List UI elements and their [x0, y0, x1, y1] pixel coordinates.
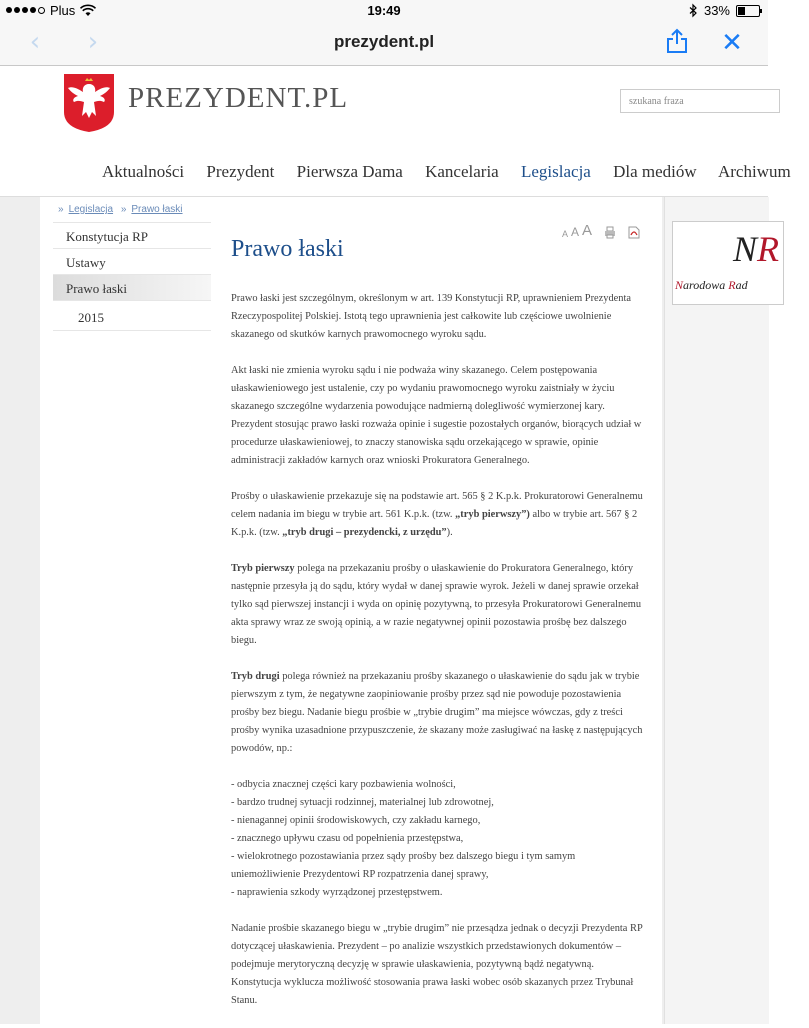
site-logo-text[interactable]: PREZYDENT.PL: [128, 82, 349, 114]
sidebar-item-2015[interactable]: 2015: [53, 300, 211, 330]
nav-item-aktualnosci[interactable]: Aktualności: [102, 162, 185, 181]
browser-toolbar: [0, 22, 768, 66]
battery-percent: 33%: [703, 3, 730, 18]
paragraph: Prośby o ułaskawienie przekazuje się na podstawie art. 565 § 2 K.p.k. Prokuratorowi Generalnemu celem nadania im biegu w trybie art. 561 K.p.k. (tzw. „tryb pierwszy”) albo w trybie art. 567 § 2 K.p.k. (tzw. „tryb drugi – prezydencki, z urzędu”).: [231, 491, 643, 538]
sidebar-item-konstytucja[interactable]: Konstytucja RP: [53, 222, 211, 248]
site-header: [0, 66, 791, 197]
sidebar-item-prawo-laski[interactable]: Prawo łaski: [53, 274, 211, 300]
search-input[interactable]: szukana fraza: [620, 89, 780, 113]
paragraph: Nadanie prośbie skazanego biegu w „trybie drugim” nie przesądza jednak o decyzji Prezydenta RP dotyczącej ułaskawienia. Prezydent – po analizie wszystkich przedstawionych dokumentów – podejmuje merytoryczną decyzję w sprawie ułaskawienia, pozytywną bądź negatywną. Konstytucja wyklucza możliwość stosowania prawa łaski wobec osób skazanych przez Trybunał Stanu.: [231, 923, 643, 1006]
list-item: - odbycia znacznej części kary pozbawienia wolności,: [231, 779, 456, 790]
list-item: - naprawienia szkody wyrządzonej przestępstwem.: [231, 887, 443, 898]
status-time: 19:49: [367, 3, 401, 18]
list-item: - bardzo trudnej sytuacji rodzinnej, materialnej lub zdrowotnej,: [231, 797, 494, 808]
font-size-large-button[interactable]: A: [582, 222, 593, 239]
battery-level-fill: [738, 7, 745, 15]
paragraph: Tryb pierwszy polega na przekazaniu prośby o ułaskawienie do Prokuratora Generalnego, który następnie przesyła ją do sądu, który wydał w danej sprawie wyrok. Jeżeli w danej sprawie orzekał tylko sąd pierwszej instancji i wyda on opinię pozytywną, to przesyła Prokuratorowi Generalnemu akta sprawy wraz ze swoją opinią, a w razie negatywnej opinii pozostawia prośbę bez dalszego biegu.: [231, 563, 642, 646]
breadcrumb-separator-icon: »: [58, 204, 64, 215]
breadcrumb: [53, 204, 183, 215]
status-bar: [0, 0, 768, 22]
banner-caption: Narodowa Rad: [675, 278, 748, 292]
narodowa-rada-banner[interactable]: [672, 221, 784, 305]
paragraph: Akt łaski nie zmienia wyroku sądu i nie podważa winy skazanego. Celem postępowania ułaskawieniowego jest ustalenie, czy po wydaniu prawomocnego wyroku zaistniały w życiu skazanego szczególne wydarzenia powodujące nadmierną dolegliwość wymierzonej kary. Prezydent stosując prawo łaski rozważa opinie i sugestie pozostałych organów, biorących udział w procedurze ułaskawieniowej, to znaczy stanowiska sądu orzekającego w sprawie, opinie administracji zakładów karnych oraz wnioski Prokuratora Generalnego.: [231, 365, 642, 466]
status-right: [689, 3, 760, 18]
right-column: [664, 197, 780, 1024]
address-bar[interactable]: prezydent.pl: [333, 32, 435, 51]
breadcrumb-prawo-laski[interactable]: Prawo łaski: [131, 204, 183, 215]
sidebar-divider: [53, 330, 211, 331]
banner-monogram: NR: [733, 229, 780, 269]
page-title: Prawo łaski: [231, 236, 344, 262]
paragraph: Tryb drugi polega również na przekazaniu prośby skazanego o ułaskawienie do sądu jak w trybie pierwszym z tym, że negatywne zaopiniowanie prośby przez sąd nie powoduje pozostawienia prośby bez biegu. Nadanie biegu prośbie w „trybie drugim” ma miejsce wówczas, gdy z treści prośby wynika uzasadnione przypuszczenie, że skazany może zasługiwać na łaskę z następujących powodów, np.:: [231, 671, 643, 754]
nav-item-prezydent[interactable]: Prezydent: [206, 162, 275, 181]
sidebar-item-ustawy[interactable]: Ustawy: [53, 248, 211, 274]
paragraph: Prawo łaski jest szczególnym, określonym w art. 139 Konstytucji RP, uprawnieniem Prezydenta Rzeczypospolitej Polskiej. Istotą tego uprawnienia jest całkowite lub częściowe uwolnienie skazanego od skutków karnych prawomocnego wyroku sądu.: [231, 293, 631, 340]
breadcrumb-separator-icon: »: [120, 204, 127, 215]
nav-item-kancelaria[interactable]: Kancelaria: [425, 162, 499, 181]
bluetooth-icon: [689, 4, 698, 17]
battery-icon: [736, 5, 760, 17]
share-icon[interactable]: [662, 28, 692, 58]
pdf-icon[interactable]: [628, 226, 640, 239]
eagle-emblem-icon[interactable]: [62, 72, 116, 132]
close-icon[interactable]: ✕: [721, 28, 743, 58]
print-icon[interactable]: [604, 226, 616, 239]
list-item: - znacznego upływu czasu od popełnienia przestępstwa,: [231, 833, 464, 844]
chevron-left-icon[interactable]: ‹: [29, 27, 41, 57]
list-item: - nienagannej opinii środowiskowych, czy zakładu karnego,: [231, 815, 481, 826]
nav-item-legislacja[interactable]: Legislacja: [520, 162, 591, 181]
nav-item-pierwsza-dama[interactable]: Pierwsza Dama: [296, 162, 403, 181]
main-nav: [102, 162, 809, 182]
font-size-small-button[interactable]: A: [562, 229, 569, 239]
side-nav: [53, 222, 211, 331]
nav-item-dla-mediow[interactable]: Dla mediów: [613, 162, 697, 181]
chevron-right-icon[interactable]: ›: [87, 27, 99, 57]
nav-item-archiwum[interactable]: Archiwum: [717, 162, 791, 181]
carrier-name: Plus: [50, 3, 76, 18]
text-tools: [562, 222, 640, 239]
article-body: [231, 290, 643, 1028]
reasons-list: [231, 776, 643, 902]
breadcrumb-legislacja[interactable]: Legislacja: [68, 204, 114, 215]
list-item: - wielokrotnego pozostawiania przez sądy prośby bez dalszego biegu i tym samym uniemożliwienie Prezydentowi RP rozpatrzenia danej sprawy,: [231, 851, 576, 880]
font-size-medium-button[interactable]: A: [571, 225, 580, 239]
